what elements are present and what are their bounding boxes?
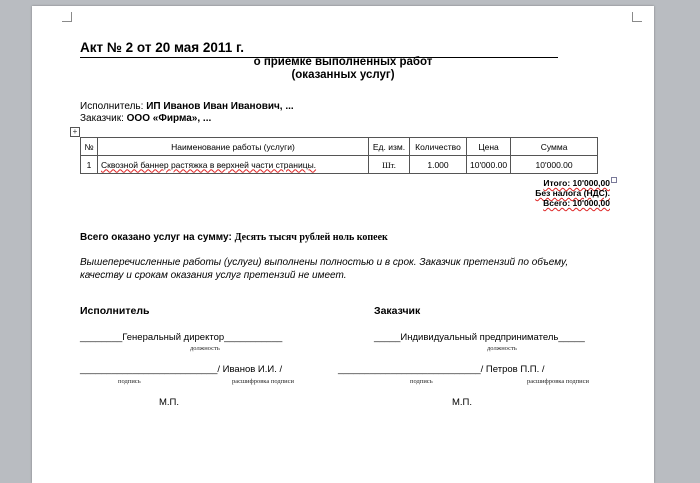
header-qty: Количество (410, 138, 467, 156)
margin-corner-top-right (632, 12, 642, 22)
document-subtitle-1: о приемке выполненных работ (253, 56, 433, 68)
document-subtitle-2: (оказанных услуг) (291, 69, 395, 81)
summary-line (80, 232, 388, 243)
executor-sign-caption: подпись (118, 378, 141, 385)
header-name: Наименование работы (услуги) (98, 138, 369, 156)
margin-corner-top-left (62, 12, 72, 22)
executor-line (80, 101, 294, 112)
total-text: Итого: 10'000,00 (543, 178, 610, 188)
note-line-2: качеству и срокам оказания услуг претензий не имеет. (80, 270, 347, 281)
document-title: Акт № 2 от 20 мая 2011 г. (80, 40, 558, 58)
customer-sign-caption: подпись (410, 378, 433, 385)
header-price: Цена (467, 138, 511, 156)
customer-name-line: ___________________________/ Петров П.П. / (338, 364, 545, 375)
header-num: № (81, 138, 98, 156)
cell-qty: 1.000 (410, 156, 467, 174)
cell-sum: 10'000.00 (511, 156, 598, 174)
grand-total-text: Всего: 10'000,00 (543, 198, 610, 208)
cell-name (98, 156, 369, 174)
cell-num: 1 (81, 156, 98, 174)
summary-label: Всего оказано услуг на сумму: (80, 232, 232, 243)
note-line-1: Вышеперечисленные работы (услуги) выполнены полностью и в срок. Заказчик претензий по объему, (80, 257, 569, 268)
table-move-handle-icon[interactable]: + (70, 127, 80, 137)
document-page (32, 6, 654, 483)
header-sum: Сумма (511, 138, 598, 156)
customer-position-caption: должность (487, 345, 517, 352)
executor-signature-heading: Исполнитель (80, 305, 150, 317)
executor-stamp-place: М.П. (159, 397, 180, 408)
grand-total-line (482, 198, 610, 208)
table-resize-handle[interactable] (611, 177, 617, 183)
executor-value: ИП Иванов Иван Иванович, ... (146, 101, 294, 112)
items-table (80, 137, 598, 174)
vat-line (482, 188, 610, 198)
executor-position-line: ________Генеральный директор___________ (80, 332, 283, 343)
customer-signature-heading: Заказчик (374, 305, 421, 317)
cell-price: 10'000.00 (467, 156, 511, 174)
customer-value: ООО «Фирма», ... (126, 113, 212, 124)
executor-decode-caption: расшифровка подписи (232, 378, 295, 385)
customer-position-line: _____Индивидуальный предприниматель_____ (374, 332, 585, 343)
customer-decode-caption: расшифровка подписи (527, 378, 590, 385)
executor-name-line: __________________________/ Иванов И.И. / (80, 364, 283, 375)
customer-stamp-place: М.П. (452, 397, 473, 408)
executor-label: Исполнитель: (80, 101, 144, 112)
total-line (482, 178, 610, 188)
customer-line (80, 113, 211, 124)
summary-value: Десять тысяч рублей ноль копеек (234, 232, 388, 243)
executor-position-caption: должность (190, 345, 220, 352)
customer-label: Заказчик: (80, 113, 124, 124)
table-row (81, 156, 598, 174)
header-unit: Ед. изм. (369, 138, 410, 156)
cell-unit: Шт. (369, 156, 410, 174)
table-header-row (81, 138, 598, 156)
vat-text: Без налога (НДС). (535, 188, 610, 198)
cell-name-text: Сквозной баннер растяжка в верхней части страницы. (101, 159, 317, 170)
